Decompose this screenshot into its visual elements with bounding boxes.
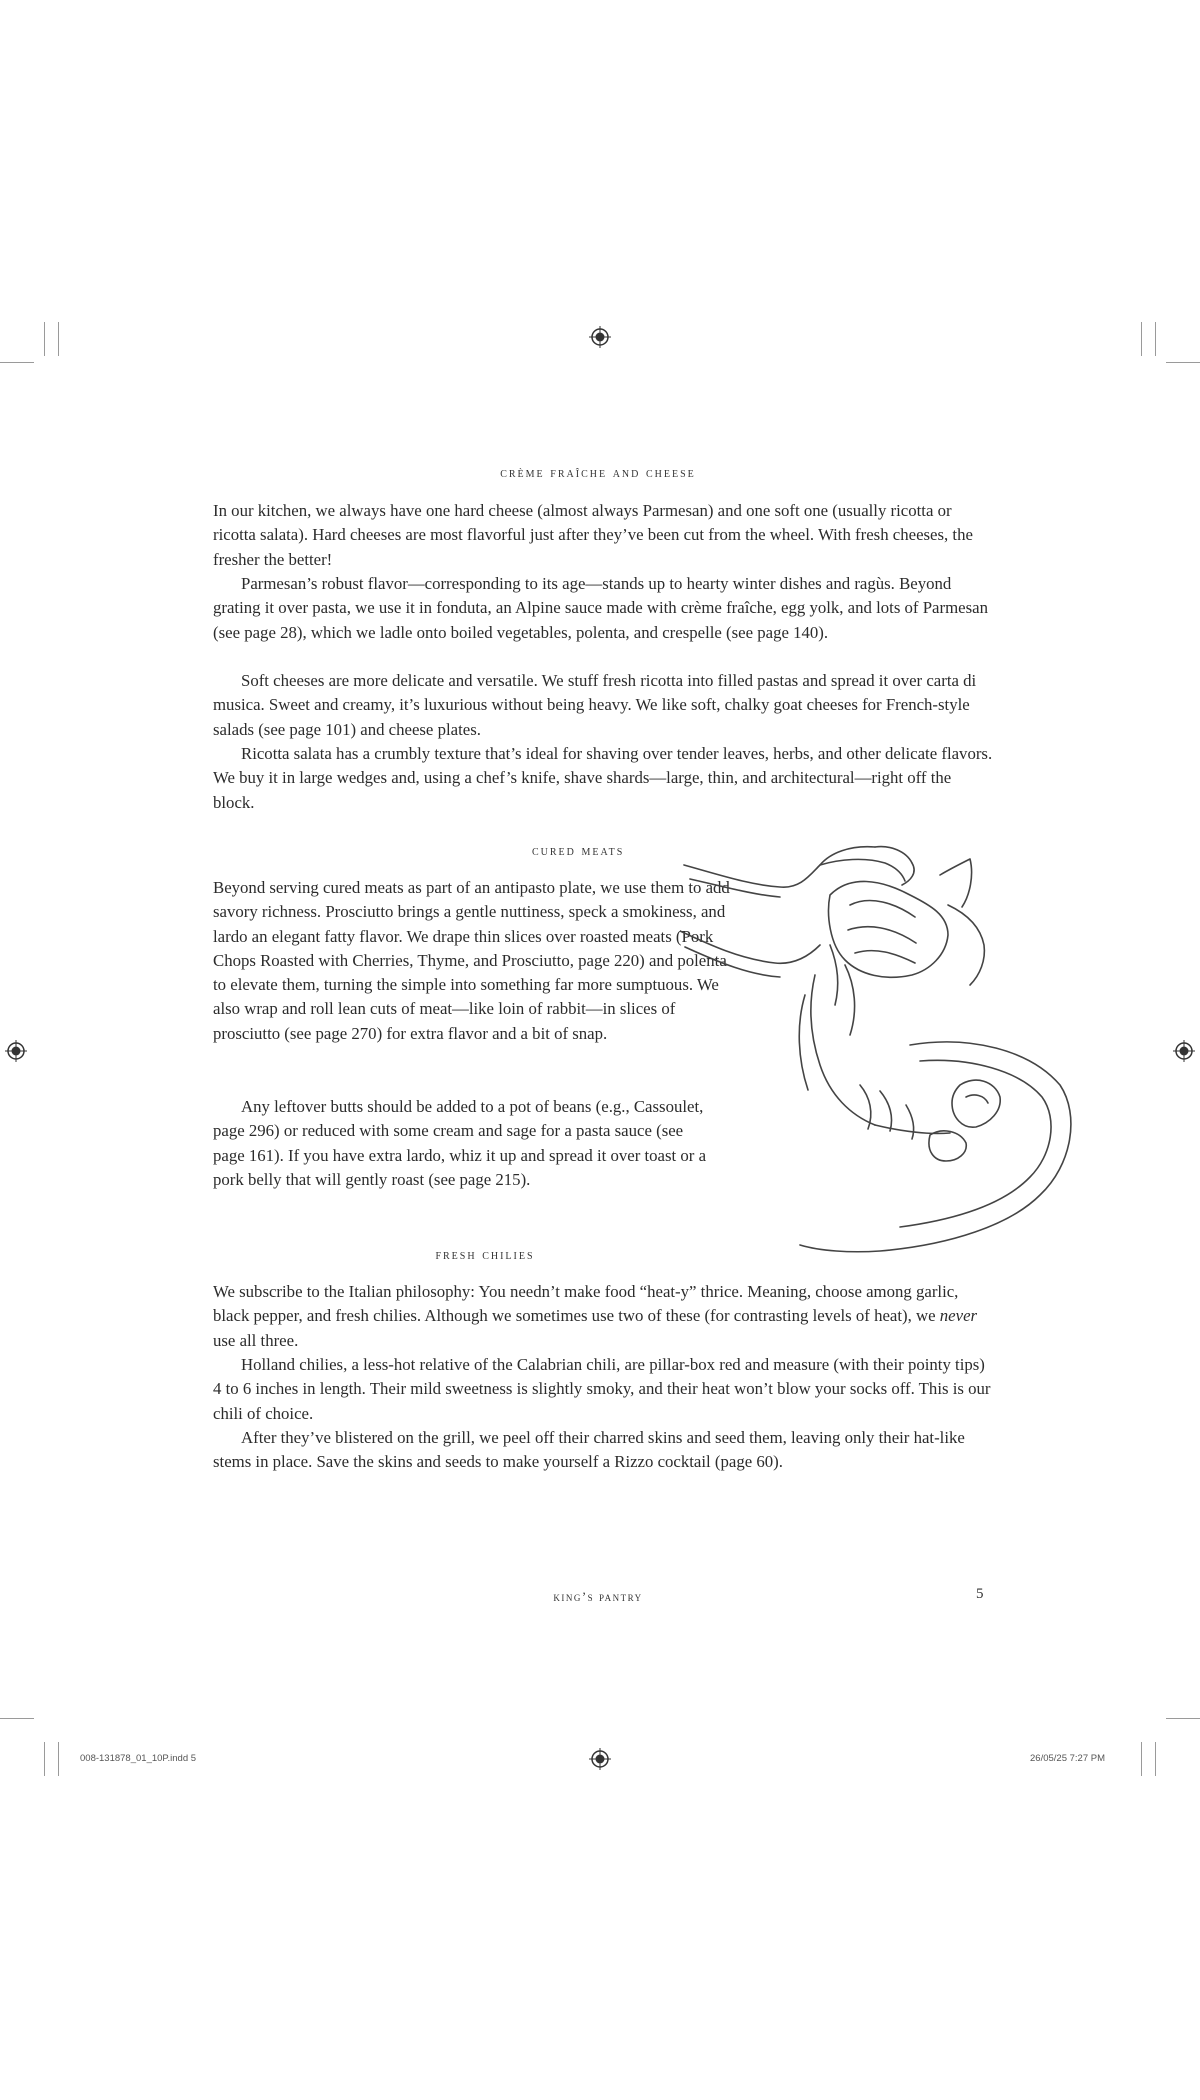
running-footer-title: king’s pantry <box>553 1589 643 1604</box>
registration-mark-icon <box>589 1748 611 1770</box>
section-title-fresh-chilies-text: fresh chilies <box>435 1247 535 1263</box>
paragraph: Beyond serving cured meats as part of an antipasto plate, we use them to add savory richness. Prosciutto brings a gentle nuttiness, speck a smokiness, and lardo an elegant fatty flavor. We drape thin slices over roasted meats (Pork Chops Roasted with Cherries, Thyme, and Prosciutto, page 220) and polenta to elevate them, turning the simple into something far more sumptuous. We also wrap and roll lean cuts of meat—like loin of rabbit—in slices of prosciutto (see page 270) for extra flavor and a bit of snap. <box>213 878 730 1043</box>
paragraph-text: We subscribe to the Italian philosophy: You needn’t make food “heat-y” thrice. Meaning, choose among garlic, black pepper, and fresh chilies. Although we sometimes use two of these (for contrasting levels of heat), we <box>213 1282 959 1326</box>
slug-file-name: 008-131878_01_10P.indd 5 <box>80 1753 197 1764</box>
section-title-creme-fraiche: crème fraîche and cheese <box>500 465 696 481</box>
paragraph: Holland chilies, a less-hot relative of the Calabrian chili, are pillar-box red and measure (with their pointy tips) 4 to 6 inches in length. Their mild sweetness is slightly smoky, and their heat won’t blow your socks off. This is our chili of choice. <box>213 1355 991 1423</box>
registration-mark-icon <box>1173 1040 1195 1062</box>
section-title-fresh-chilies <box>385 1247 585 1264</box>
page-number: 5 <box>976 1586 984 1602</box>
paragraph: Ricotta salata has a crumbly texture that’s ideal for shaving over tender leaves, herbs, and other delicate flavors. We buy it in large wedges and, using a chef’s knife, shave shards—large, thin, and architectural—right off the block. <box>213 744 993 812</box>
hand-drawn-hands-with-prosciutto-illustration <box>680 835 1080 1275</box>
paragraph: In our kitchen, we always have one hard cheese (almost always Parmesan) and one soft one (usually ricotta or ricotta salata). Hard cheeses are most flavorful just after they’ve been cut from the wheel. With fresh cheeses, the fresher the better! <box>213 501 973 569</box>
paragraph-text: use all three. <box>213 1330 299 1350</box>
emphasis-text: never <box>939 1306 978 1326</box>
paragraph <box>213 1280 993 1353</box>
section-title-cured-meats <box>450 843 710 860</box>
paragraph: After they’ve blistered on the grill, we peel off their charred skins and seed them, leaving only their hat-like stems in place. Save the skins and seeds to make yourself a Rizzo cocktail (page 60). <box>213 1428 965 1472</box>
section-title-cured-meats-text: cured meats <box>532 843 625 859</box>
paragraph: Parmesan’s robust flavor—corresponding to its age—stands up to hearty winter dishes and ragùs. Beyond grating it over pasta, we use it in fonduta, an Alpine sauce made with crème fraîche, egg yolk, and lots of Parmesan (see page 28), which we ladle onto boiled vegetables, polenta, and crespelle (see page 140). <box>213 574 988 642</box>
paragraph: Any leftover butts should be added to a pot of beans (e.g., Cassoulet, page 296) or reduced with some cream and sage for a pasta sauce (see page 161). If you have extra lardo, whiz it up and spread it over toast or a pork belly that will gently roast (see page 215). <box>213 1097 707 1189</box>
registration-mark-icon <box>5 1040 27 1062</box>
slug-timestamp: 26/05/25 7:27 PM <box>1030 1753 1105 1764</box>
paragraph: Soft cheeses are more delicate and versatile. We stuff fresh ricotta into filled pastas and spread it over carta di musica. Sweet and creamy, it’s luxurious without being heavy. We like soft, chalky goat cheeses for French-style salads (see page 101) and cheese plates. <box>213 671 977 739</box>
registration-mark-icon <box>589 326 611 348</box>
